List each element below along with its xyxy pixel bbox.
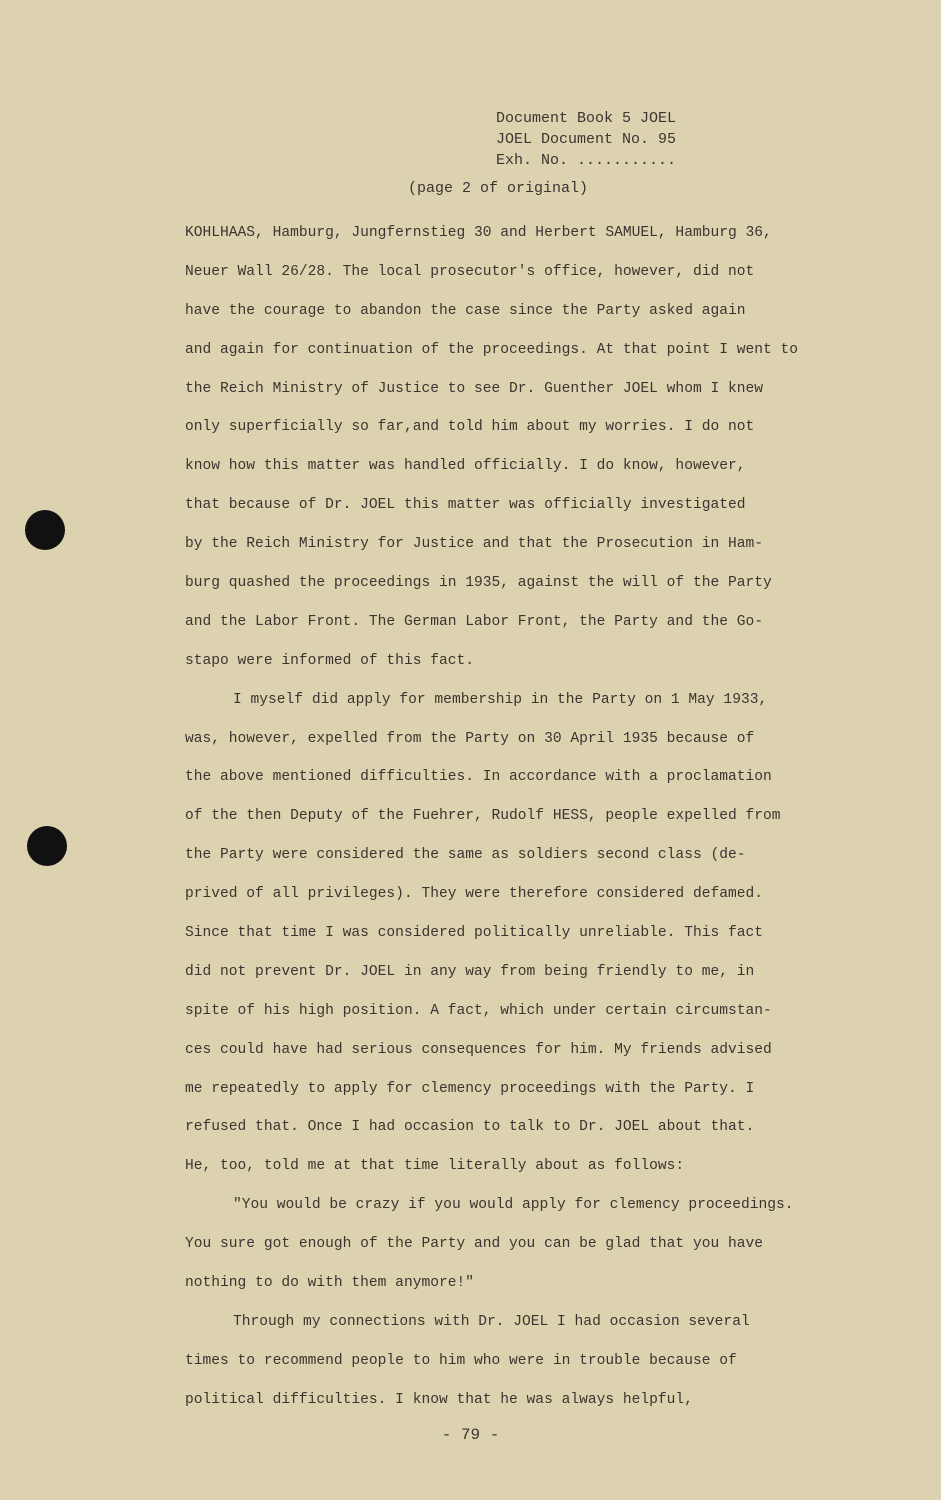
text-line: stapo were informed of this fact. [185, 652, 475, 669]
punch-hole-top [25, 510, 65, 550]
text-line: Since that time I was considered politically unreliable. This fact [185, 925, 764, 942]
header-exhibit-number: Exh. No. ........... [496, 152, 677, 169]
page-number: - 79 - [441, 1426, 500, 1444]
page-subheading: (page 2 of original) [408, 180, 589, 197]
text-line: KOHLHAAS, Hamburg, Jungfernstieg 30 and Herbert SAMUEL, Hamburg 36, [185, 225, 772, 241]
text-line: nothing to do with them anymore!" [185, 1275, 475, 1292]
document-header [496, 108, 676, 171]
text-line: the Party were considered the same as soldiers second class (de- [185, 847, 746, 864]
text-line: by the Reich Ministry for Justice and that the Prosecution in Ham- [185, 536, 764, 553]
header-book-line: Document Book 5 JOEL [496, 110, 677, 127]
text-line: me repeatedly to apply for clemency proceedings with the Party. I [185, 1080, 755, 1097]
text-line: I myself did apply for membership in the Party on 1 May 1933, [233, 691, 768, 708]
text-line: political difficulties. I know that he was always helpful, [185, 1391, 693, 1408]
text-line: that because of Dr. JOEL this matter was officially investigated [185, 497, 746, 514]
body-text [185, 214, 875, 1420]
text-line: of the then Deputy of the Fuehrer, Rudolf HESS, people expelled from [185, 808, 781, 825]
text-line: He, too, told me at that time literally about as follows: [185, 1158, 685, 1175]
punch-hole-bottom [27, 826, 67, 866]
text-line: times to recommend people to him who were in trouble because of [185, 1352, 737, 1369]
text-line: Neuer Wall 26/28. The local prosecutor's office, however, did not [185, 263, 755, 280]
text-line: only superficially so far,and told him about my worries. I do not [185, 419, 755, 436]
text-line: the above mentioned difficulties. In accordance with a proclamation [185, 769, 772, 786]
text-line: the Reich Ministry of Justice to see Dr. Guenther JOEL whom I knew [185, 380, 764, 397]
text-line: know how this matter was handled officially. I do know, however, [185, 458, 746, 475]
text-line: refused that. Once I had occasion to talk to Dr. JOEL about that. [185, 1119, 755, 1136]
text-line: prived of all privileges). They were therefore considered defamed. [185, 886, 764, 903]
text-line: and the Labor Front. The German Labor Front, the Party and the Go- [185, 613, 764, 630]
text-line: burg quashed the proceedings in 1935, against the will of the Party [185, 575, 772, 592]
text-line: "You would be crazy if you would apply for clemency proceedings. [233, 1197, 794, 1214]
text-line: ces could have had serious consequences for him. My friends advised [185, 1041, 772, 1058]
text-line: did not prevent Dr. JOEL in any way from being friendly to me, in [185, 963, 755, 980]
text-line: have the courage to abandon the case since the Party asked again [185, 302, 746, 319]
text-line: You sure got enough of the Party and you can be glad that you have [185, 1236, 764, 1253]
text-line: Through my connections with Dr. JOEL I had occasion several [233, 1313, 750, 1330]
text-line: and again for continuation of the proceedings. At that point I went to [185, 341, 799, 358]
header-document-number: JOEL Document No. 95 [496, 131, 677, 148]
text-line: spite of his high position. A fact, which under certain circumstan- [185, 1002, 772, 1019]
text-line: was, however, expelled from the Party on 30 April 1935 because of [185, 730, 755, 747]
